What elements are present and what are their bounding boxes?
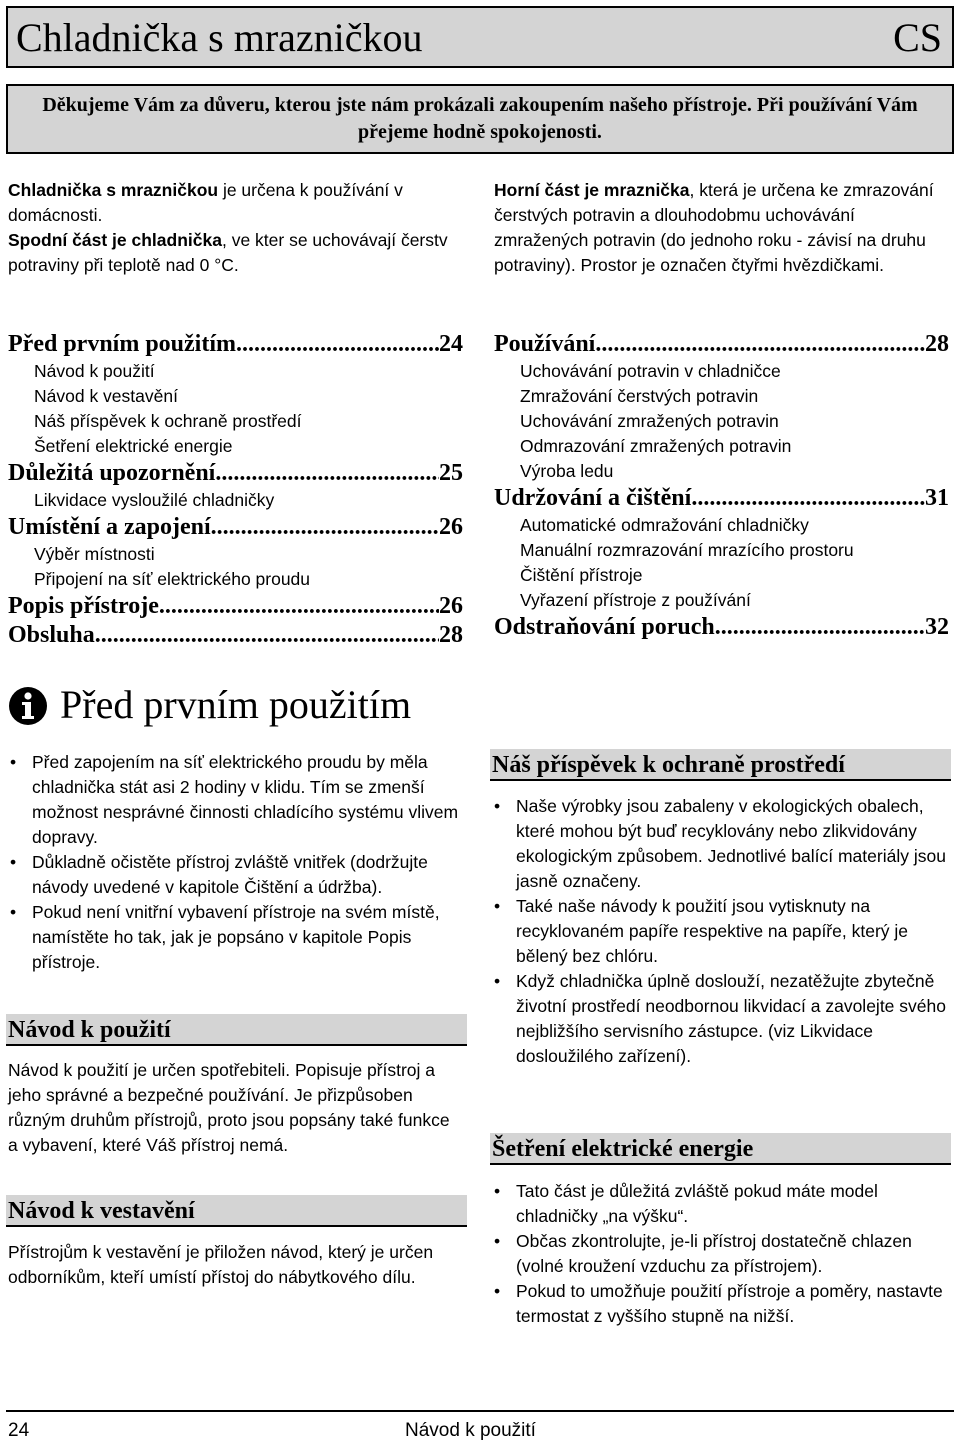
left-bullet-list — [8, 750, 463, 975]
bullet-item: • Před zapojením na síť elektrického proudu by měla chladnička stát asi 2 hodiny v klidu. Tím se zmenší možnost nesprávné činnosti chladícího systému vlivem dopravy. — [8, 750, 463, 850]
intro-left-text-1: je určena k používání v domácnosti. — [8, 180, 403, 225]
language-code: CS — [893, 15, 942, 60]
page-header — [6, 6, 954, 68]
toc-entry — [8, 592, 463, 621]
page-title: Chladnička s mrazničkou — [16, 15, 423, 60]
toc-subentry: Náš příspěvek k ochraně prostředí — [34, 411, 302, 431]
toc-entry-label: Odstraňování poruch — [494, 614, 715, 640]
toc-leader-dots — [211, 513, 439, 542]
intro-left — [8, 178, 463, 278]
toc-subentry: Uchovávání potravin v chladničce — [520, 361, 781, 381]
toc-subentry: Automatické odmražování chladničky — [520, 515, 809, 535]
toc-entry — [8, 459, 463, 488]
toc-subentry: Zmražování čerstvých potravin — [520, 386, 759, 406]
toc-leader-dots — [159, 592, 439, 621]
toc-left — [8, 330, 463, 650]
paragraph-navod-pouziti: Návod k použití je určen spotřebiteli. Popisuje přístroj a jeho správné a bezpečné používání. Je přizpůsoben různým druhům přístrojů, proto jsou popsány také funkce a vybavení, které Váš přístroj nemá. — [8, 1060, 450, 1155]
info-icon — [8, 686, 48, 726]
intro-right-bold-1: Horní část je mraznička — [494, 180, 690, 200]
footer-divider — [6, 1410, 954, 1412]
toc-entry-page: 32 — [925, 614, 949, 640]
section-title: Před prvním použitím — [60, 682, 412, 727]
toc-subentry: Připojení na síť elektrického proudu — [34, 569, 311, 589]
toc-subentry: Likvidace vysloužilé chladničky — [34, 490, 275, 510]
toc-leader-dots — [215, 459, 439, 488]
subheading-navod-vestaveni: Návod k vestavění — [6, 1195, 467, 1227]
toc-subentry: Vyřazení přístroje z používání — [520, 590, 751, 610]
toc-subentry: Výroba ledu — [520, 461, 614, 481]
toc-leader-dots — [715, 613, 925, 642]
bullet-item: • Když chladnička úplně doslouží, nezatěžujte zbytečně životní prostředí neodbornou likvidací a zavolejte svého nejbližšího servisního zástupce. (viz Likvidace dosloužilého zařízení). — [492, 969, 952, 1069]
thanks-box: Děkujeme Vám za důveru, kterou jste nám prokázali zakoupením našeho přístroje. Při používání Vám přejeme hodně spokojenosti. — [6, 84, 954, 154]
intro-right — [494, 178, 949, 278]
subheading-prispevek: Náš příspěvek k ochraně prostředí — [490, 749, 951, 781]
section-heading — [8, 680, 478, 730]
toc-entry-page: 26 — [439, 514, 463, 540]
bullet-item: • Naše výrobky jsou zabaleny v ekologických obalech, které mohou být buď recyklovány nebo zlikvidovány ekologickým způsobem. Jednotlivé balící materiály jsou jasně označeny. — [492, 794, 952, 894]
toc-entry — [494, 330, 949, 359]
toc-entry-page: 25 — [439, 460, 463, 486]
setreni-bullet-list — [492, 1179, 952, 1329]
toc-right — [494, 330, 949, 642]
footer-page-number: 24 — [8, 1420, 30, 1441]
toc-subentry: Čištění přístroje — [520, 565, 643, 585]
toc-entry-label: Obsluha — [8, 622, 95, 648]
toc-entry — [8, 621, 463, 650]
bullet-item: • Také naše návody k použití jsou vytisknuty na recyklovaném papíře respektive na papíře, který je bělený bez chlóru. — [492, 894, 952, 969]
subheading-navod-pouziti: Návod k použití — [6, 1014, 467, 1046]
bullet-item: • Pokud není vnitřní vybavení přístroje na svém místě, namístěte ho tak, jak je popsáno v kapitole Popis přístroje. — [8, 900, 463, 975]
toc-entry-page: 28 — [439, 622, 463, 648]
toc-subentry: Návod k použití — [34, 361, 155, 381]
toc-entry-page: 31 — [925, 485, 949, 511]
toc-subentry: Výběr místnosti — [34, 544, 155, 564]
toc-entry — [494, 613, 949, 642]
toc-entry — [8, 330, 463, 359]
toc-entry-label: Důležitá upozornění — [8, 460, 216, 486]
bullet-item: • Občas zkontrolujte, je-li přístroj dostatečně chlazen (volné kroužení vzduchu za přístrojem). — [492, 1229, 952, 1279]
toc-entry-label: Používání — [494, 331, 596, 357]
toc-entry-label: Udržování a čištění — [494, 485, 692, 511]
toc-entry — [494, 484, 949, 513]
toc-entry-label: Popis přístroje — [8, 593, 159, 619]
toc-entry-page: 28 — [925, 331, 949, 357]
intro-left-bold-1: Chladnička s mrazničkou — [8, 180, 219, 200]
toc-entry-page: 24 — [439, 331, 463, 357]
paragraph-navod-vestaveni: Přístrojům k vestavění je přiložen návod, který je určen odborníkům, kteří umístí přístoj do nábytkového dílu. — [8, 1242, 434, 1287]
toc-leader-dots — [236, 330, 439, 359]
toc-leader-dots — [95, 621, 439, 650]
toc-leader-dots — [691, 484, 925, 513]
toc-subentry: Návod k vestavění — [34, 386, 178, 406]
toc-subentry: Šetření elektrické energie — [34, 436, 233, 456]
toc-entry — [8, 513, 463, 542]
bullet-item: • Tato část je důležitá zvláště pokud máte model chladničky „na výšku“. — [492, 1179, 952, 1229]
bullet-item: • Důkladně očistěte přístroj zvláště vnitřek (dodržujte návody uvedené v kapitole Čištění a údržba). — [8, 850, 463, 900]
subheading-setreni: Šetření elektrické energie — [490, 1133, 951, 1165]
toc-subentry: Odmrazování zmražených potravin — [520, 436, 792, 456]
toc-entry-page: 26 — [439, 593, 463, 619]
intro-left-text-2: , ve kter se uchovávají čerstv potraviny při teplotě nad 0 °C. — [8, 230, 448, 275]
toc-entry-label: Před prvním použitím — [8, 331, 236, 357]
toc-leader-dots — [595, 330, 925, 359]
prispevek-bullet-list — [492, 794, 952, 1069]
intro-left-bold-2: Spodní část je chladnička — [8, 230, 222, 250]
intro-right-text-1: , která je určena ke zmrazování čerstvých potravin a dlouhodobmu uchovávání zmražených potravin (do jednoho roku - závisí na druhu potraviny). Prostor je označen čtyřmi hvězdičkami. — [494, 180, 934, 275]
toc-entry-label: Umístění a zapojení — [8, 514, 211, 540]
footer-title: Návod k použití — [405, 1420, 536, 1441]
toc-subentry: Uchovávání zmražených potravin — [520, 411, 779, 431]
toc-subentry: Manuální rozmrazování mrazícího prostoru — [520, 540, 854, 560]
bullet-item: • Pokud to umožňuje použití přístroje a poměry, nastavte termostat z vyššího stupně na nižší. — [492, 1279, 952, 1329]
